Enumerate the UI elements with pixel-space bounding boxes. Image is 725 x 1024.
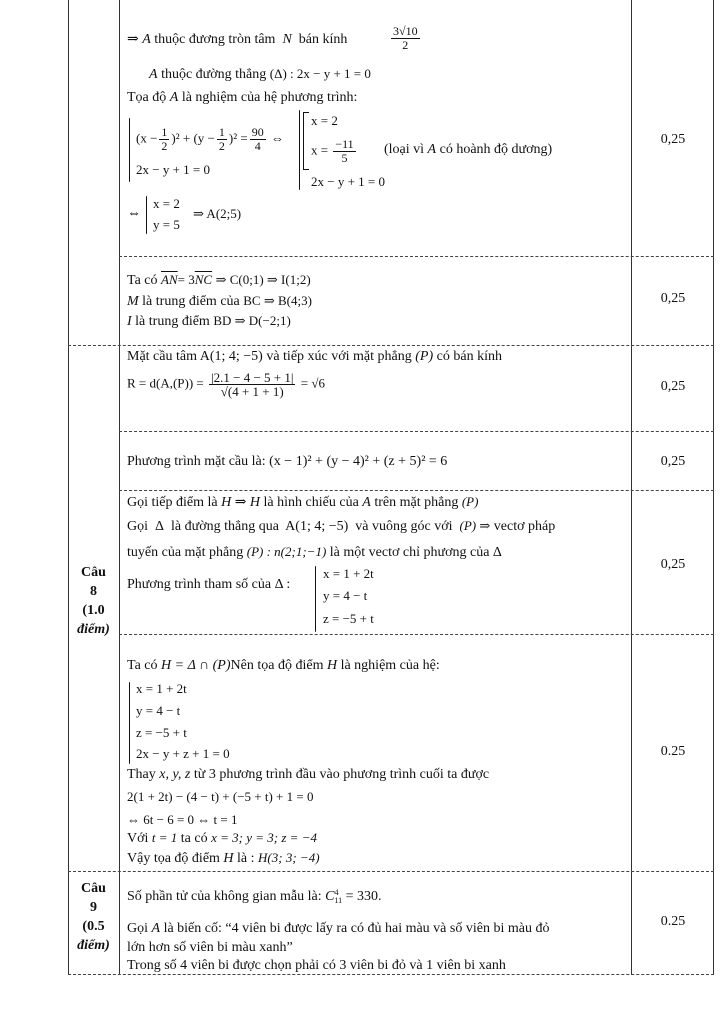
text: )² =: [228, 130, 248, 146]
text: là đường thẳng qua: [171, 519, 279, 534]
text: thuộc đường thẳng: [161, 67, 267, 82]
text-line: [127, 542, 502, 563]
var: A: [362, 495, 371, 510]
equation: (P) : n(2;1;−1): [246, 544, 327, 559]
var: H: [223, 851, 234, 866]
text-line: [127, 656, 440, 676]
numerator: |2.1 − 4 − 5 + 1|: [211, 370, 294, 385]
text-line: [127, 765, 489, 785]
text-line: [127, 492, 478, 513]
equation: [136, 723, 187, 743]
equation: [153, 194, 180, 214]
text-line: [127, 204, 141, 224]
numerator: 1: [218, 125, 225, 139]
equation: H(3; 3; −4): [258, 850, 320, 865]
text: 2(1 + 2t) − (4 − t) + (−5 + t) + 1 = 0: [127, 789, 314, 804]
question-points: (1.0: [82, 603, 105, 618]
text: trên mặt phẳng: [374, 495, 459, 510]
subscript: 11: [334, 895, 343, 905]
text: Với: [127, 831, 149, 846]
equation: H = Δ ∩ (P): [161, 658, 231, 673]
text: Mặt cầu tâm: [127, 349, 197, 364]
table-divider-question: [119, 0, 120, 975]
system-brace: [299, 110, 300, 190]
text-line: [127, 270, 311, 291]
question-points: (0.5: [82, 919, 105, 934]
text: 2x − y + 1 = 0: [136, 162, 210, 177]
numerator: 90: [251, 125, 264, 139]
equation: BC ⇒ B(4;3): [243, 293, 312, 308]
iff-symbol: ⇔: [270, 130, 284, 146]
text: Phương trình mặt cầu là:: [127, 454, 266, 469]
equation: ⇒ C(0;1) ⇒ I(1;2): [215, 272, 311, 287]
text: và vuông góc với: [355, 519, 453, 534]
question-unit: điểm): [77, 622, 110, 637]
text: tuyến của mặt phẳng: [127, 545, 244, 560]
text: z = −5 + t: [136, 725, 187, 740]
text: Thay: [127, 767, 156, 782]
radius-fraction: [391, 25, 420, 52]
var: Δ: [492, 545, 502, 560]
denominator: 2: [161, 139, 168, 153]
equation: x = 3; y = 3; z = −4: [211, 830, 317, 845]
text: Phương trình tham số của: [127, 577, 272, 592]
text-line: [127, 452, 447, 472]
var: N: [282, 32, 292, 47]
var: (P): [461, 494, 479, 509]
block-circle-line: [127, 0, 627, 256]
text-line: [127, 516, 555, 537]
vector: $\overline{AN}$: [161, 272, 178, 287]
equation: [136, 744, 230, 764]
implies-symbol: ⇒: [127, 32, 139, 47]
text-line: [127, 291, 312, 312]
block-line-delta: [127, 490, 627, 634]
text: là biến cố: “4 viên bi được lấy ra có đủ hai màu và số viên bi màu đỏ: [163, 921, 550, 936]
text: Tọa độ: [127, 90, 167, 105]
text-line: [127, 848, 320, 869]
text: Gọi tiếp điểm là: [127, 495, 218, 510]
text: là trung điểm: [135, 314, 210, 329]
score-cell: 0,25: [660, 454, 686, 469]
text: thuộc đương tròn tâm: [154, 32, 276, 47]
var: I: [127, 314, 132, 329]
text: là hình chiếu của: [263, 495, 359, 510]
var: (P): [415, 349, 434, 364]
block-points: [127, 256, 627, 345]
question-9-label: [68, 879, 119, 955]
text-line: [127, 575, 290, 595]
question-number: 9: [90, 900, 97, 915]
equation: A(1; 4; −5): [199, 349, 263, 364]
equation: BD ⇒ D(−2;1): [213, 313, 291, 328]
text-line: [127, 887, 382, 907]
denominator: √(4 + 1 + 1): [220, 384, 284, 399]
system-brace: [129, 118, 130, 182]
denominator: 2: [402, 38, 409, 52]
var: H ⇒ H: [221, 495, 261, 510]
denominator: 4: [254, 139, 261, 153]
var: A: [149, 67, 158, 82]
superscript: 4: [334, 887, 339, 897]
var: A: [151, 921, 161, 936]
text: 2x − y + z + 1 = 0: [136, 746, 230, 761]
numerator: −11: [335, 137, 354, 151]
equation: [323, 586, 367, 606]
equation: [311, 111, 338, 131]
text-line: lớn hơn số viên bi màu xanh”: [127, 940, 293, 955]
numerator: 1: [161, 125, 168, 139]
score-cell: 0.25: [660, 744, 686, 759]
text: là trung điểm của: [142, 294, 240, 309]
text: là nghiệm của hệ phương trình:: [181, 90, 358, 105]
var: (P) ⇒: [459, 518, 491, 533]
text: Ta có: [127, 273, 158, 288]
question-8-label: [68, 563, 119, 639]
equation: [136, 679, 187, 699]
var: A: [169, 90, 179, 105]
score-cell: 0,25: [660, 291, 686, 306]
text-line: [127, 919, 549, 939]
text-line: Trong số 4 viên bi được chọn phải có 3 viên bi đỏ và 1 viên bi xanh: [127, 958, 506, 973]
text: x = 1 + 2t: [136, 681, 187, 696]
text: x = 2: [153, 196, 180, 211]
system-brace: [129, 682, 130, 764]
text: (x −: [136, 130, 158, 146]
text-line: [127, 828, 317, 849]
text: ta có: [180, 831, 208, 846]
text-line: [384, 140, 552, 160]
var: A: [427, 142, 437, 157]
text: 2x − y + 1 = 0: [311, 174, 385, 189]
text: y = 4 − t: [323, 588, 368, 603]
equation: A(1; 4; −5): [285, 519, 349, 534]
text-line: [127, 30, 347, 50]
block-probability: [127, 871, 627, 974]
text: Gọi: [127, 921, 148, 936]
answer-table: [68, 0, 714, 975]
block-point-h: [127, 634, 627, 871]
text: là một vectơ chỉ phương của: [329, 545, 490, 560]
question-unit: điểm): [77, 938, 110, 953]
denominator: 5: [341, 151, 348, 165]
system-brace: [146, 196, 147, 234]
equation: [323, 564, 374, 584]
equation: [136, 160, 210, 180]
equation: [311, 172, 385, 192]
equation: [153, 215, 180, 235]
system-bracket: [303, 112, 309, 170]
equation: [323, 609, 374, 629]
text: (loại vì: [384, 142, 425, 157]
var: M: [127, 294, 139, 309]
text: là :: [237, 851, 255, 866]
text: là nghiệm của hệ:: [340, 658, 440, 673]
equation: [136, 701, 180, 721]
text: Nên tọa độ điểm: [230, 658, 324, 673]
text-line: [127, 347, 502, 367]
text: vectơ pháp: [493, 519, 556, 534]
system-brace: [315, 566, 316, 632]
denominator: 2: [218, 139, 225, 153]
table-border-left: [68, 0, 69, 975]
equation: [311, 138, 358, 165]
question-word: Câu: [81, 881, 106, 896]
text: = 3: [177, 272, 195, 287]
iff-symbol: ⇔: [127, 206, 141, 221]
var: Δ :: [274, 577, 291, 592]
text: bán kính: [298, 32, 348, 47]
text: y = 5: [153, 217, 180, 232]
equation: (Δ) : 2x − y + 1 = 0: [269, 66, 371, 81]
numerator: 3√10: [393, 24, 418, 38]
text-line: [149, 64, 371, 85]
score-cell: 0,25: [660, 557, 686, 572]
text: ⇒ A(2;5): [193, 206, 242, 221]
equation: [127, 371, 325, 398]
question-number: 8: [90, 584, 97, 599]
block-sphere-radius: [127, 345, 627, 431]
equation: [193, 204, 241, 224]
vector: $\overline{NC}$: [194, 272, 213, 287]
equation: (x − 1)² + (y − 4)² + (z + 5)² = 6: [269, 454, 448, 469]
text: ⇔ 6t − 6 = 0 ⇔ t = 1: [127, 812, 238, 827]
text: x =: [311, 142, 329, 158]
text-line: [127, 88, 357, 108]
text: z = −5 + t: [323, 611, 374, 626]
equation: [127, 787, 313, 807]
equation: [136, 126, 284, 153]
text: R = d(A,(P)) =: [127, 375, 204, 391]
text: có hoành độ dương): [439, 142, 553, 157]
text: x = 1 + 2t: [323, 566, 374, 581]
score-cell: 0,25: [660, 379, 686, 394]
combination-symbol: C: [325, 889, 335, 904]
text: x = 2: [311, 113, 338, 128]
text: = √6: [300, 375, 325, 391]
text: có bán kính: [436, 349, 502, 364]
text: Số phần tử của không gian mẫu là:: [127, 889, 322, 904]
text: )² + (y −: [171, 130, 215, 146]
var: Δ: [155, 519, 165, 534]
equation: [127, 810, 237, 830]
var: x, y, z: [159, 767, 191, 782]
text: Ta có: [127, 658, 158, 673]
var: H: [326, 658, 338, 673]
text: Vậy tọa độ điểm: [127, 851, 220, 866]
text: y = 4 − t: [136, 703, 181, 718]
text: Gọi: [127, 519, 148, 534]
score-cell: 0,25: [660, 132, 686, 147]
score-cell: 0.25: [660, 914, 686, 929]
equation: = 330.: [345, 889, 382, 904]
text-line: [127, 311, 291, 332]
text: và tiếp xúc với mặt phẳng: [266, 349, 412, 364]
block-sphere-equation: [127, 431, 627, 490]
text: từ 3 phương trình đầu vào phương trình cuối ta được: [193, 767, 490, 782]
equation: t = 1: [151, 830, 178, 845]
question-word: Câu: [81, 565, 106, 580]
var: A: [142, 32, 151, 47]
